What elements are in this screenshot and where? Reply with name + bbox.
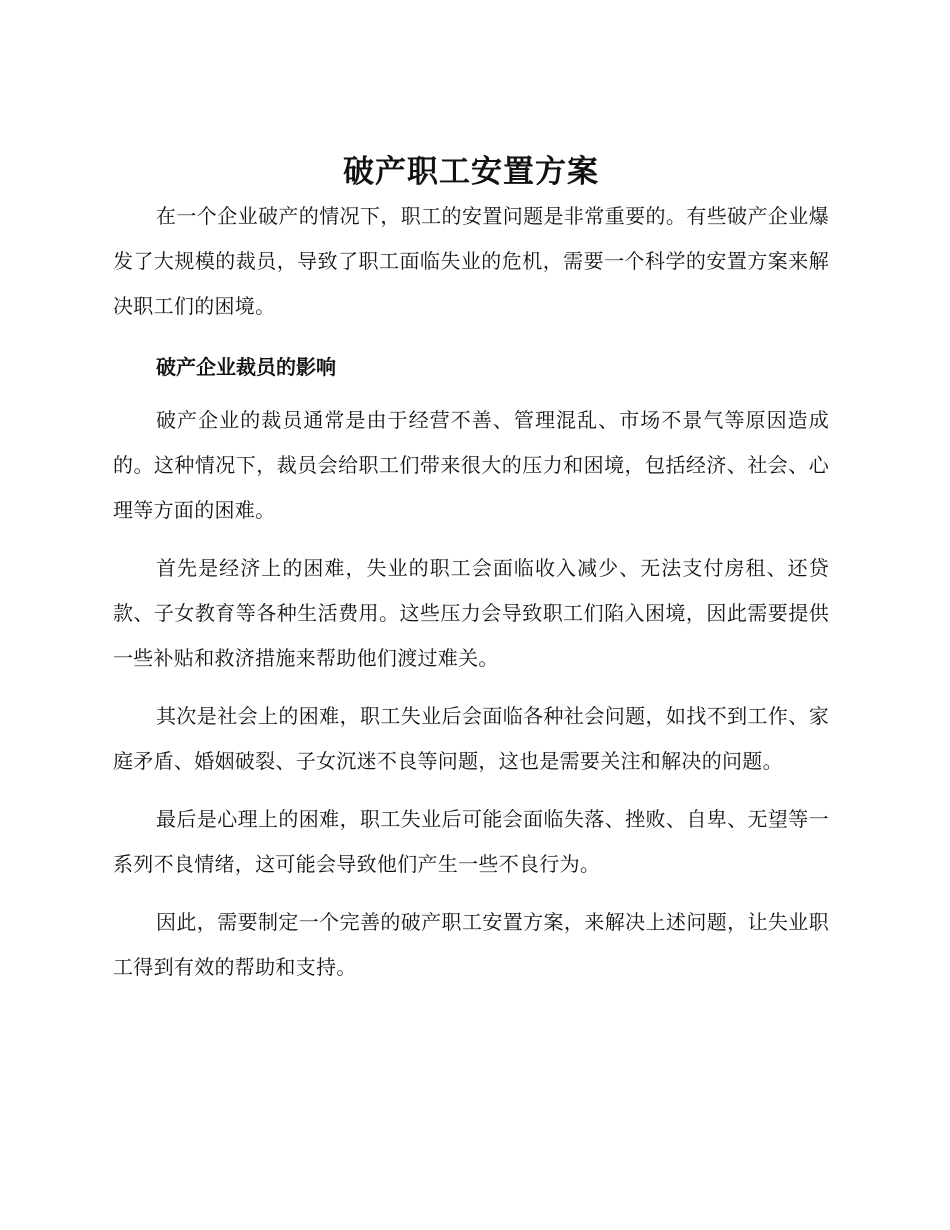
body-paragraph-social: 其次是社会上的困难，职工失业后会面临各种社会问题，如找不到工作、家庭矛盾、婚姻破裂、子女沉迷不良等问题，这也是需要关注和解决的问题。 [113, 704, 829, 773]
document-title: 破产职工安置方案 [343, 154, 599, 190]
document-page [113, 150, 829, 990]
body-paragraph-causes: 破产企业的裁员通常是由于经营不善、管理混乱、市场不景气等原因造成的。这种情况下，裁员会给职工们带来很大的压力和困境，包括经济、社会、心理等方面的困难。 [113, 408, 829, 522]
section-heading: 破产企业裁员的影响 [156, 355, 336, 379]
body-paragraph-psychological: 最后是心理上的困难，职工失业后可能会面临失落、挫败、自卑、无望等一系列不良情绪，这可能会导致他们产生一些不良行为。 [113, 807, 829, 876]
intro-paragraph: 在一个企业破产的情况下，职工的安置问题是非常重要的。有些破产企业爆发了大规模的裁员，导致了职工面临失业的危机，需要一个科学的安置方案来解决职工们的困境。 [113, 204, 829, 318]
body-paragraph-conclusion: 因此，需要制定一个完善的破产职工安置方案，来解决上述问题，让失业职工得到有效的帮助和支持。 [113, 910, 829, 979]
body-paragraph-economic: 首先是经济上的困难，失业的职工会面临收入减少、无法支付房租、还贷款、子女教育等各种生活费用。这些压力会导致职工们陷入困境，因此需要提供一些补贴和救济措施来帮助他们渡过难关。 [113, 556, 829, 670]
